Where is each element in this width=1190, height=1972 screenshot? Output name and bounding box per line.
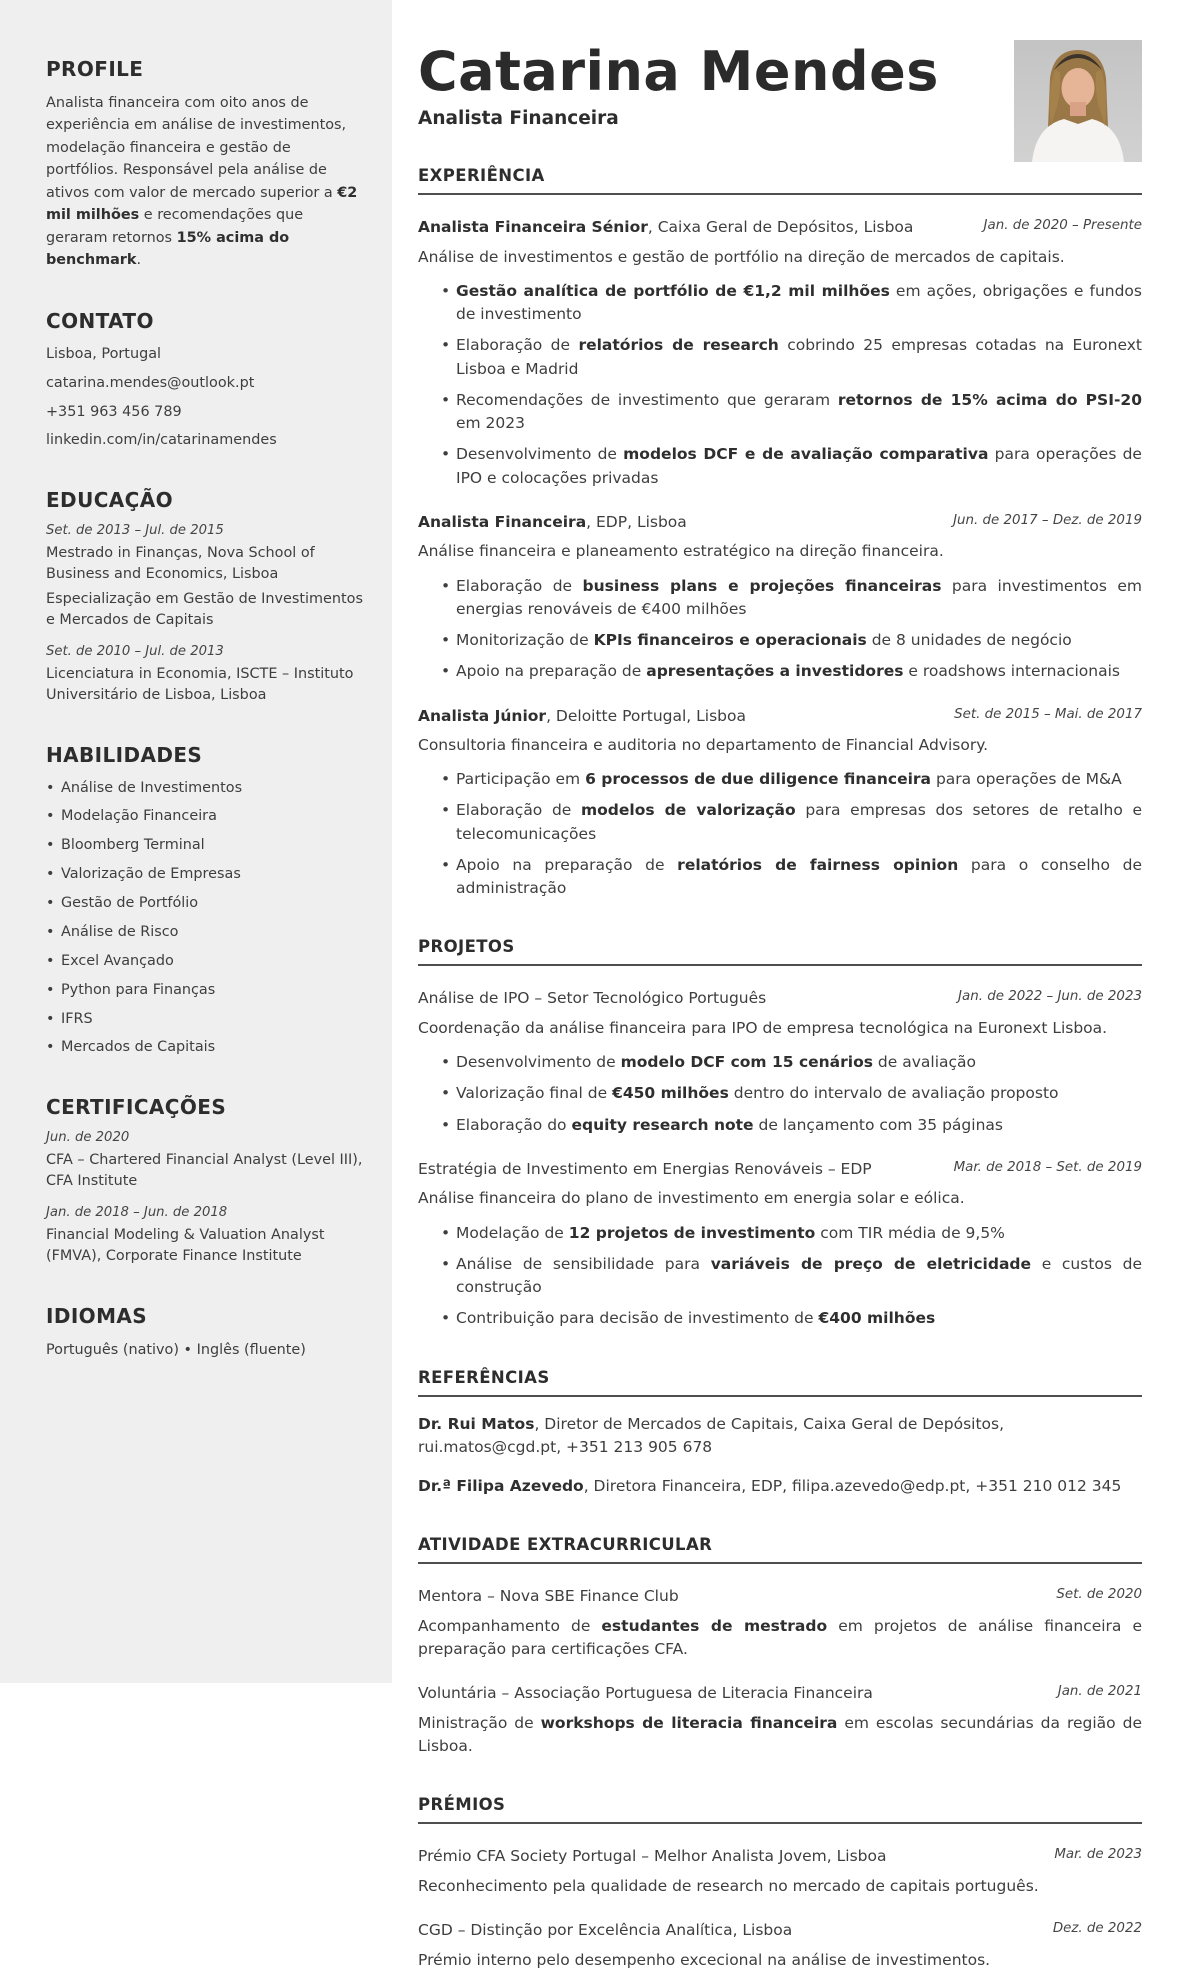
entry-header [418,987,1142,1009]
skill-item: • Valorização de Empresas [46,864,366,885]
education-entry [46,644,366,706]
date-range: Jan. de 2018 – Jun. de 2018 [46,1205,228,1220]
bullet-list [418,280,1142,490]
entry-title: CGD – Distinção por Excelência Analítica, Lisboa [418,1921,793,1940]
skill-item: • Bloomberg Terminal [46,835,366,856]
bullet-item: • Elaboração de relatórios de research cobrindo 25 empresas cotadas na Euronext Lisboa e Madrid [441,334,1142,381]
experience-entries [418,216,1142,900]
bullet-item: • Desenvolvimento de modelos DCF e de avaliação comparativa para operações de IPO e colocações privadas [441,443,1142,490]
contact-item: Lisboa, Portugal [46,345,162,362]
bullet-item: • Elaboração do equity research note de lançamento com 35 páginas [441,1114,1142,1137]
certification-entry [46,1205,366,1267]
date-range: Jan. de 2021 [1057,1684,1142,1700]
bullet-item: • Participação em 6 processos de due diligence financeira para operações de M&A [441,768,1142,791]
bullet-item: • Elaboração de business plans e projeções financeiras para investimentos em energias renováveis de €400 milhões [441,575,1142,622]
date-range: Set. de 2010 – Jul. de 2013 [46,643,224,659]
award-entry [418,1845,1142,1898]
date-range: Set. de 2015 – Mai. de 2017 [954,706,1142,722]
entry-title: Mentora – Nova SBE Finance Club [418,1587,679,1606]
section-experience [418,166,1142,900]
entry-title: Análise de IPO – Setor Tecnológico Português [418,989,767,1008]
award-entry [418,1919,1142,1972]
section-references [418,1368,1142,1499]
experience-heading: EXPERIÊNCIA [418,166,1142,195]
entry-summary: Análise financeira do plano de investimento em energia solar e eólica. [418,1189,965,1208]
entry-line: CFA – Chartered Financial Analyst (Level III), CFA Institute [46,1152,363,1190]
entry-header [418,1845,1142,1867]
entry-header [418,1158,1142,1180]
references-list [418,1413,1142,1499]
contact-item: linkedin.com/in/catarinamendes [46,432,277,449]
sidebar [0,0,392,1683]
entry-line: Mestrado in Finanças, Nova School of Business and Economics, Lisboa [46,545,315,583]
extracurricular-entries [418,1585,1142,1758]
date-range: Jan. de 2020 – Presente [983,218,1142,234]
entry-summary: Reconhecimento pela qualidade de research no mercado de capitais português. [418,1876,1039,1895]
entry-title: Analista Júnior, Deloitte Portugal, Lisboa [418,706,746,725]
date-range: Jun. de 2020 [46,1130,130,1146]
skills-list [46,778,366,1059]
bullet-item: • Desenvolvimento de modelo DCF com 15 cenários de avaliação [441,1051,1142,1074]
projects-heading: PROJETOS [418,937,1142,966]
bullet-item: • Gestão analítica de portfólio de €1,2 mil milhões em ações, obrigações e fundos de investimento [441,280,1142,327]
date-range: Jun. de 2017 – Dez. de 2019 [953,512,1142,528]
extracurricular-heading: ATIVIDADE EXTRACURRICULAR [418,1535,1142,1564]
skill-item: • Análise de Risco [46,922,366,943]
section-profile [46,57,366,272]
bullet-item: • Contribuição para decisão de investimento de €400 milhões [441,1307,1142,1330]
bullet-item: • Elaboração de modelos de valorização para empresas dos setores de retalho e telecomunicações [441,799,1142,846]
bullet-item: • Valorização final de €450 milhões dentro do intervalo de avaliação proposto [441,1082,1142,1105]
contact-item: +351 963 456 789 [46,403,182,420]
projects-entries [418,987,1142,1330]
bullet-item: • Análise de sensibilidade para variáveis de preço de eletricidade e custos de construção [441,1253,1142,1300]
date-range: Set. de 2020 [1056,1587,1142,1603]
languages-text: Português (nativo) • Inglês (fluente) [46,1341,306,1358]
date-range: Mar. de 2023 [1054,1847,1142,1863]
bullet-item: • Recomendações de investimento que geraram retornos de 15% acima do PSI-20 em 2023 [441,389,1142,436]
section-projects [418,937,1142,1330]
section-extracurricular [418,1535,1142,1758]
section-contact [46,309,366,452]
entry-title: Estratégia de Investimento em Energias Renováveis – EDP [418,1159,872,1178]
awards-entries [418,1845,1142,1971]
entry-summary: Consultoria financeira e auditoria no departamento de Financial Advisory. [418,735,989,754]
skill-item: • Python para Finanças [46,980,366,1001]
profile-text: Analista financeira com oito anos de experiência em análise de investimentos, modelação financeira e gestão de portfólios. Responsável pela análise de ativos com valor de mercado superior a €2 mil milhões e recomendações que geraram retornos 15% acima do benchmark. [46,95,358,269]
person-name: Catarina Mendes [418,40,939,103]
entry-line: Especialização em Gestão de Investimentos e Mercados de Capitais [46,591,363,628]
entry-summary: Ministração de workshops de literacia financeira em escolas secundárias da região de Lisboa. [418,1713,1142,1756]
skill-item: • Gestão de Portfólio [46,893,366,914]
entry-title: Voluntária – Associação Portuguesa de Literacia Financeira [418,1684,873,1703]
reference-item: Dr.ª Filipa Azevedo, Diretora Financeira, EDP, filipa.azevedo@edp.pt, +351 210 012 345 [418,1477,1122,1496]
entry-line: Financial Modeling & Valuation Analyst (FMVA), Corporate Finance Institute [46,1227,325,1264]
certification-entry [46,1130,366,1192]
entry-summary: Acompanhamento de estudantes de mestrado em projetos de análise financeira e preparação para certificações CFA. [418,1616,1143,1659]
entry-title: Analista Financeira, EDP, Lisboa [418,512,687,531]
bullet-item: • Monitorização de KPIs financeiros e operacionais de 8 unidades de negócio [441,629,1142,652]
education-entry [46,523,366,631]
section-certifications [46,1095,366,1267]
bullet-list [418,768,1142,900]
section-education [46,488,366,705]
awards-heading: PRÉMIOS [418,1795,1142,1824]
languages-heading: IDIOMAS [46,1303,148,1328]
profile-heading: PROFILE [46,57,144,81]
experience-entry [418,511,1142,684]
skill-item: • Modelação Financeira [46,806,366,827]
contact-item: catarina.mendes@outlook.pt [46,374,255,391]
skills-heading: HABILIDADES [46,742,203,767]
date-range: Set. de 2013 – Jul. de 2015 [46,523,224,539]
project-entry [418,1158,1142,1331]
entry-summary: Coordenação da análise financeira para IPO de empresa tecnológica na Euronext Lisboa. [418,1018,1108,1037]
experience-entry [418,705,1142,901]
date-range: Mar. de 2018 – Set. de 2019 [953,1159,1142,1175]
bullet-list [418,1222,1142,1331]
extracurricular-entry [418,1682,1142,1758]
date-range: Dez. de 2022 [1052,1921,1142,1937]
bullet-list [418,1051,1142,1137]
section-skills [46,743,366,1059]
bullet-list [418,575,1142,684]
entry-title: Prémio CFA Society Portugal – Melhor Analista Jovem, Lisboa [418,1847,887,1866]
bullet-item: • Apoio na preparação de apresentações a investidores e roadshows internacionais [441,660,1142,683]
skill-item: • Excel Avançado [46,951,366,972]
entry-header [418,705,1142,727]
main-column [418,0,1142,1972]
skill-item: • Análise de Investimentos [46,778,366,799]
entry-header [418,1682,1142,1704]
references-heading: REFERÊNCIAS [418,1368,1142,1397]
entry-summary: Análise financeira e planeamento estratégico na direção financeira. [418,542,944,561]
contact-list [46,344,366,452]
education-heading: EDUCAÇÃO [46,488,174,513]
reference-item: Dr. Rui Matos, Diretor de Mercados de Capitais, Caixa Geral de Depósitos, rui.matos@cgd.pt, +351 213 905 678 [418,1414,1005,1456]
section-awards [418,1795,1142,1971]
bullet-item: • Apoio na preparação de relatórios de fairness opinion para o conselho de administração [441,854,1142,901]
bullet-item: • Modelação de 12 projetos de investimento com TIR média de 9,5% [441,1222,1142,1245]
entry-header [418,216,1142,238]
entry-header [418,1919,1142,1941]
entry-title: Analista Financeira Sénior, Caixa Geral de Depósitos, Lisboa [418,218,914,237]
person-title: Analista Financeira [418,108,619,130]
entry-header [418,1585,1142,1607]
certifications-heading: CERTIFICAÇÕES [46,1095,227,1120]
extracurricular-entry [418,1585,1142,1661]
skill-item: • IFRS [46,1009,366,1030]
skill-item: • Mercados de Capitais [46,1037,366,1058]
section-languages [46,1304,366,1361]
experience-entry [418,216,1142,490]
education-list [46,523,366,705]
entry-summary: Prémio interno pelo desempenho excecional na análise de investimentos. [418,1950,991,1969]
entry-summary: Análise de investimentos e gestão de portfólio na direção de mercados de capitais. [418,247,1065,266]
project-entry [418,987,1142,1136]
date-range: Jan. de 2022 – Jun. de 2023 [958,989,1142,1005]
entry-header [418,511,1142,533]
entry-line: Licenciatura in Economia, ISCTE – Instituto Universitário de Lisboa, Lisboa [46,665,354,703]
contact-heading: CONTATO [46,308,154,333]
certifications-list [46,1130,366,1267]
